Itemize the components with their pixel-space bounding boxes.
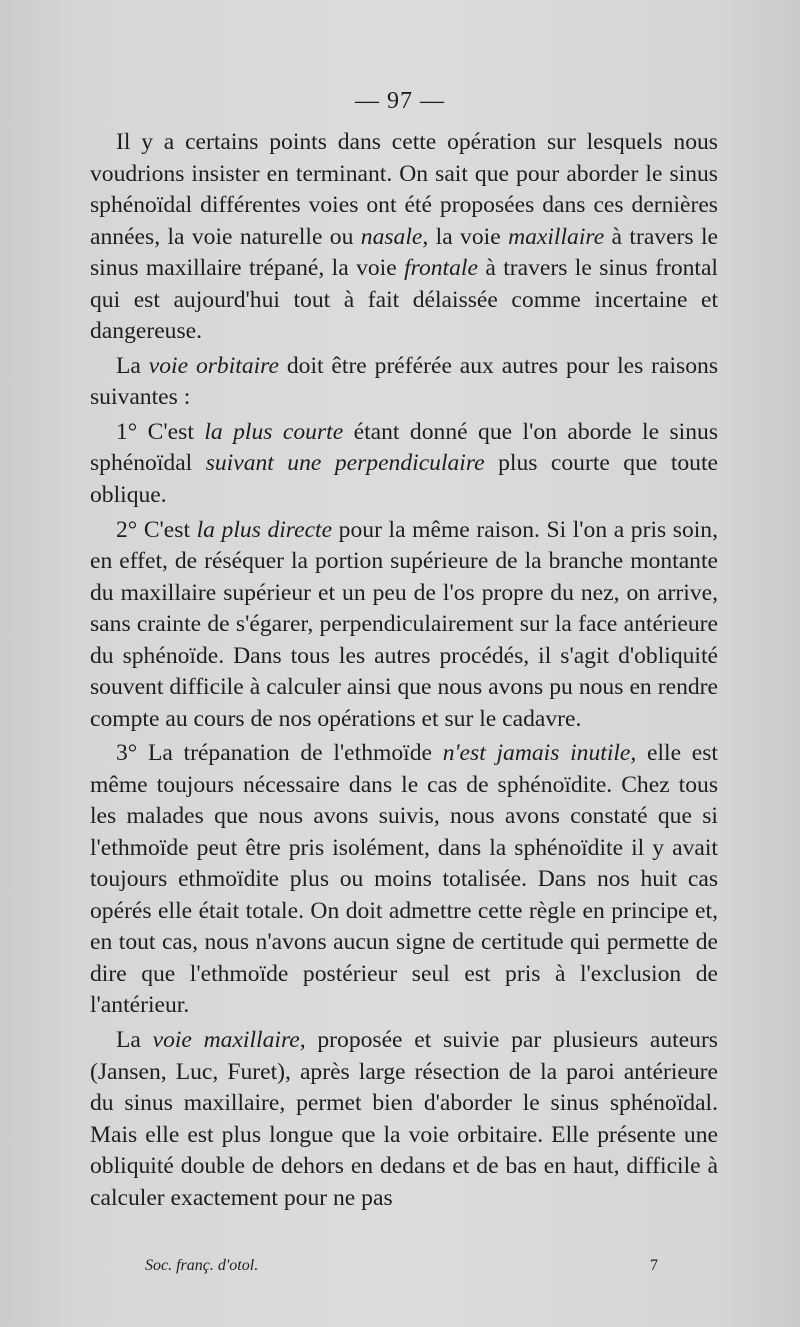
text-segment: Il y a certains points dans cette opération sur lesquels nous voudrions insister en terminant. On sait que pour aborder le sinus sphénoïdal différentes voies ont été proposées dans ces dernières années, la voie naturelle ou bbox=[90, 129, 718, 250]
text-segment: plus courte que toute oblique. bbox=[90, 450, 719, 508]
text-segment: la voie bbox=[428, 223, 509, 250]
paragraph-orbital-route bbox=[90, 351, 718, 414]
italic-term: la plus courte bbox=[204, 418, 344, 445]
text-segment: doit être préférée aux autres pour les raisons suivantes : bbox=[90, 352, 718, 410]
text-segment: elle est même toujours nécessaire dans le cas de sphénoïdite. Chez tous les malades que nous avons suivis, nous avons constaté que si l'ethmoïde peut être pris isolément, dans la sphénoïdite il y avait toujours ethmoïdite plus ou moins totalisée. Dans nos huit cas opérés elle était totale. On doit admettre cette règle en principe et, en tout cas, nous n'avons aucun signe de certitude qui permette de dire que l'ethmoïde postérieur seul est pris à l'exclusion de l'antérieur. bbox=[90, 740, 718, 1019]
journal-signature: Soc. franç. d'otol. bbox=[145, 1257, 259, 1274]
italic-term: n'est jamais inutile, bbox=[442, 740, 637, 767]
text-segment: 1° C'est bbox=[116, 418, 205, 445]
text-segment: à travers le sinus maxillaire trépané, la voie bbox=[90, 223, 719, 281]
italic-term: la plus directe bbox=[196, 516, 333, 543]
text-segment: La bbox=[116, 352, 149, 379]
italic-term: voie maxillaire, bbox=[152, 1027, 306, 1054]
text-segment: 3° La trépanation de l'ethmoïde bbox=[116, 740, 443, 767]
text-segment: La bbox=[116, 1027, 153, 1054]
text-segment: proposée et suivie par plusieurs auteurs (Jansen, Luc, Furet), après large résection de la paroi antérieure du sinus maxillaire, permet bien d'aborder le sinus sphénoïdal. Mais elle est plus longue que la voie orbitaire. Elle présente une obliquité double de dehors en dedans et de bas en haut, difficile à calculer exactement pour ne pas bbox=[90, 1027, 718, 1211]
text-segment: étant donné que l'on aborde le sinus sphénoïdal bbox=[90, 418, 719, 477]
page-number: — 97 — bbox=[355, 88, 445, 114]
list-item-1 bbox=[90, 417, 718, 512]
body-text bbox=[90, 127, 718, 1214]
italic-term: frontale bbox=[404, 255, 478, 281]
text-segment: à travers le sinus frontal qui est aujourd'hui tout à fait délaissée comme incertaine et dangereuse. bbox=[90, 255, 718, 344]
list-item-2 bbox=[90, 515, 718, 736]
text-segment: 2° C'est bbox=[116, 516, 197, 543]
italic-term: maxillaire bbox=[508, 223, 605, 250]
italic-term: voie orbitaire bbox=[148, 352, 279, 379]
paragraph-intro bbox=[90, 127, 718, 348]
text-segment: pour la même raison. Si l'on a pris soin, en effet, de réséquer la portion supérieure de la branche montante du maxillaire supérieur et un peu de l'os propre du nez, on arrive, sans crainte de s'égarer, perpendiculairement sur la face antérieure du sphénoïde. Dans tous les autres procédés, il s'agit d'obliquité souvent difficile à calculer ainsi que nous avons pu nous en rendre compte au cours de nos opérations et sur le cadavre. bbox=[90, 516, 718, 732]
italic-term: suivant une perpendiculaire bbox=[205, 450, 485, 477]
list-item-3 bbox=[90, 738, 718, 1022]
printer-signature-mark: 7 bbox=[650, 1257, 658, 1274]
paragraph-maxillary-route bbox=[90, 1025, 718, 1214]
italic-term: nasale, bbox=[360, 223, 429, 250]
